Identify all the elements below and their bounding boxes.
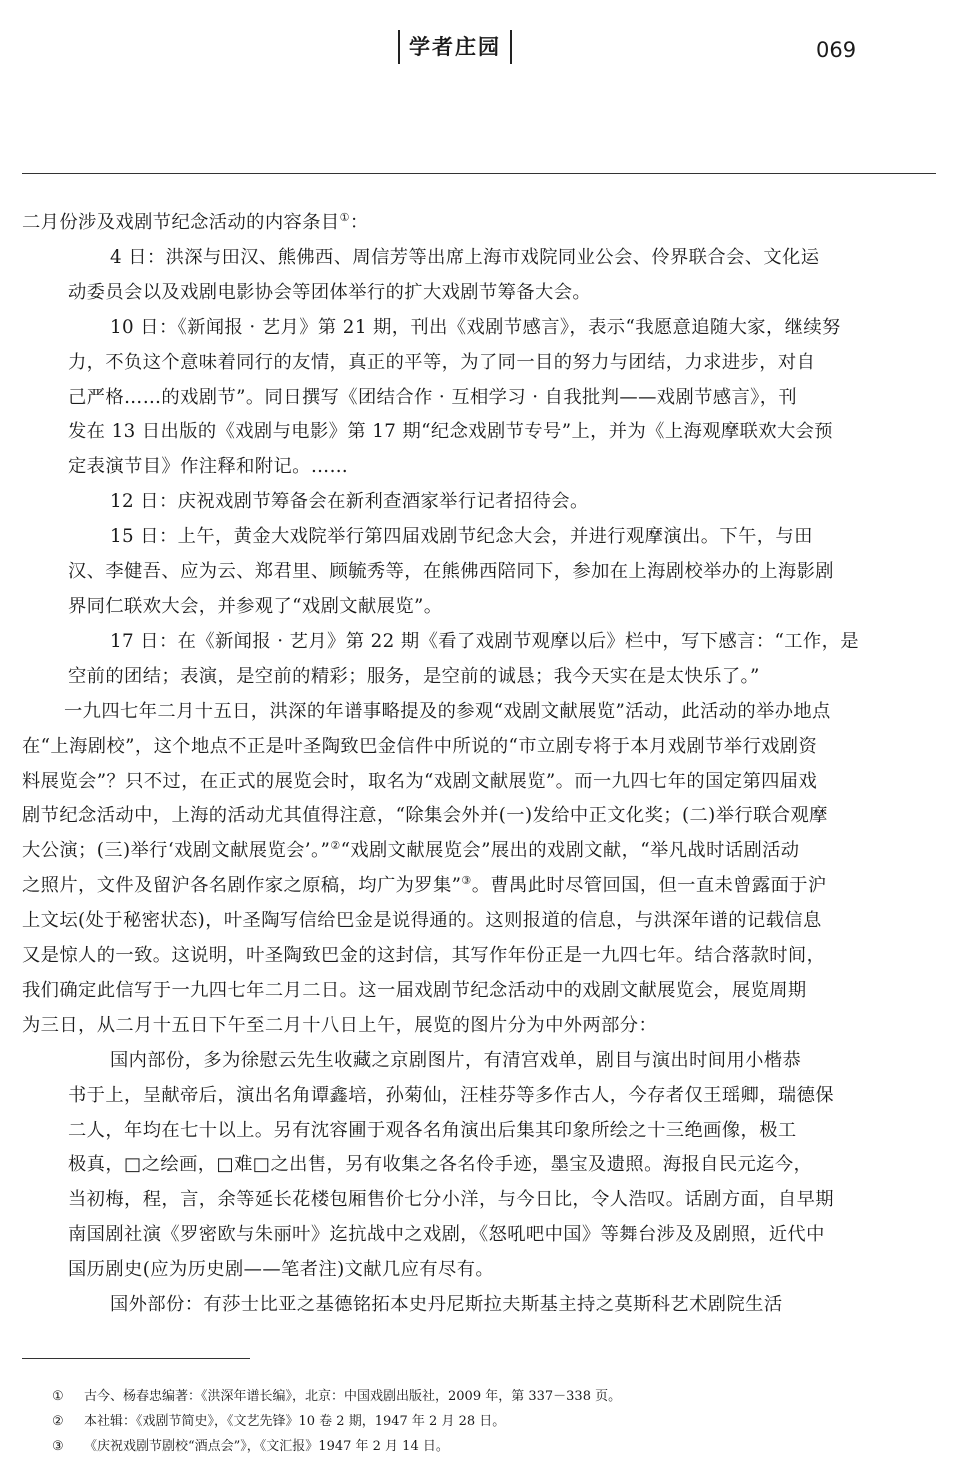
article-body [22, 206, 938, 1323]
paragraph-line: 剧节纪念活动中，上海的活动尤其值得注意，“除集会外并(一)发给中正文化奖；(二)举行联合观摩 [22, 805, 828, 827]
footnote-marker: ① [52, 1389, 64, 1404]
diary-line: 汉、李健吾、应为云、郑君里、顾毓秀等，在熊佛西陪同下，参加在上海剧校举办的上海影剧 [68, 561, 834, 583]
exhibition-quote [22, 1044, 938, 1323]
intro-text: 二月份涉及戏剧节纪念活动的内容条目 [22, 212, 340, 233]
diary-line: 己严格……的戏剧节”。同日撰写《团结合作 · 互相学习 · 自我批判——戏剧节感言》，刊 [68, 386, 798, 408]
quote-line: 二人，年均在七十以上。另有沈容圃于观各名角演出后集其印象所绘之十三绝画像，极工 [68, 1119, 797, 1141]
footnote-ref-1: ① [339, 210, 350, 224]
page-header [0, 0, 958, 175]
diary-line: 发在 13 日出版的《戏剧与电影》第 17 期“纪念戏剧节专号”上，并为《上海观摩联欢大会预 [68, 421, 833, 443]
main-paragraph [22, 695, 938, 1044]
footnote-1 [52, 1384, 932, 1409]
diary-block [22, 241, 938, 695]
footnote-rule [22, 1358, 250, 1359]
footnote-marker: ② [52, 1414, 64, 1429]
diary-line: 动委员会以及戏剧电影协会等团体举行的扩大戏剧节筹备大会。 [68, 281, 592, 303]
quote-line: 当初梅，程，言，余等延长花楼包厢售价七分小洋，与今日比，令人浩叹。话剧方面，自早期 [68, 1189, 834, 1211]
footnote-3 [52, 1434, 932, 1459]
diary-line: 空前的团结；表演，是空前的精彩；服务，是空前的诚恳；我今天实在是太快乐了。” [68, 665, 760, 687]
paragraph-text: “戏剧文献展览会”展出的戏剧文献，“举凡战时话剧活动 [340, 840, 800, 862]
diary-line: 17 日：在《新闻报 · 艺月》第 22 期《看了戏剧节观摩以后》栏中，写下感言：“工作，是 [110, 630, 859, 652]
footnotes [52, 1384, 932, 1459]
footnote-text: 本社辑：《戏剧节简史》，《文艺先锋》10 卷 2 期，1947 年 2 月 28 日。 [84, 1414, 506, 1429]
paragraph-line: 为三日，从二月十五日下午至二月十八日上午，展览的图片分为中外两部分： [22, 1014, 658, 1036]
footnote-text: 古今、杨春忠编著：《洪深年谱长编》，北京：中国戏剧出版社，2009 年，第 337－338 页。 [84, 1389, 622, 1404]
diary-line: 10 日：《新闻报 · 艺月》第 21 期，刊出《戏剧节感言》，表示“我愿意追随大家，继续努 [110, 316, 841, 338]
foreign-section [68, 1288, 938, 1323]
quote-line: 国外部份：有莎士比亚之基德铭拓本史丹尼斯拉夫斯基主持之莫斯科艺术剧院生活 [110, 1294, 783, 1316]
diary-entry-15 [68, 520, 938, 625]
paragraph-line: 一九四七年二月十五日，洪深的年谱事略提及的参观“戏剧文献展览”活动，此活动的举办地点 [64, 700, 831, 722]
diary-line: 4 日：洪深与田汉、熊佛西、周信芳等出席上海市戏院同业公会、伶界联合会、文化运 [110, 246, 820, 268]
page-number: 069 [816, 38, 857, 62]
diary-entry-4 [68, 241, 938, 311]
footnote-2 [52, 1409, 932, 1434]
header-rule [22, 173, 936, 174]
intro-line [22, 206, 938, 241]
footnote-text: 《庆祝戏剧节剧校“酒点会”》，《文汇报》1947 年 2 月 14 日。 [84, 1439, 449, 1454]
paragraph-line: 料展览会”？只不过，在正式的展览会时，取名为“戏剧文献展览”。而一九四七年的国定第四届戏 [22, 770, 818, 792]
intro-colon: ： [349, 212, 369, 233]
paragraph-line: 上文坛(处于秘密状态)，叶圣陶写信给巴金是说得通的。这则报道的信息，与洪深年谱的记载信息 [22, 910, 822, 932]
section-title: 学者庄园 [398, 30, 512, 64]
diary-line: 界同仁联欢大会，并参观了“戏剧文献展览”。 [68, 595, 443, 617]
quote-line: 国历剧史(应为历史剧——笔者注)文献几应有尽有。 [68, 1259, 495, 1281]
diary-entry-17 [68, 625, 938, 695]
quote-line: 南国剧社演《罗密欧与朱丽叶》迄抗战中之戏剧，《怒吼吧中国》等舞台涉及及剧照，近代中 [68, 1224, 825, 1246]
paragraph-line [22, 869, 938, 904]
domestic-section [68, 1044, 938, 1288]
paragraph-line [22, 834, 938, 869]
paragraph-line: 我们确定此信写于一九四七年二月二日。这一届戏剧节纪念活动中的戏剧文献展览会，展览周期 [22, 979, 807, 1001]
quote-line: 国内部份，多为徐慰云先生收藏之京剧图片，有清宫戏单，剧目与演出时间用小楷恭 [110, 1049, 802, 1071]
footnote-ref-3: ③ [461, 874, 472, 888]
diary-entry-12 [68, 485, 938, 520]
paragraph-text: 。曹禺此时尽管回国，但一直未曾露面于沪 [471, 875, 827, 897]
diary-line: 15 日：上午，黄金大戏院举行第四届戏剧节纪念大会，并进行观摩演出。下午，与田 [110, 526, 813, 548]
paragraph-line: 在“上海剧校”，这个地点不正是叶圣陶致巴金信件中所说的“市立剧专将于本月戏剧节举行戏剧资 [22, 735, 818, 757]
quote-line: 书于上，呈献帝后，演出名角谭鑫培，孙菊仙，汪桂芬等多作古人，今存者仅王瑶卿，瑞德保 [68, 1084, 834, 1106]
footnote-marker: ③ [52, 1439, 64, 1454]
footnote-ref-2: ② [330, 839, 341, 853]
paragraph-text: 大公演；(三)举行‘戏剧文献展览会’。” [22, 840, 331, 862]
diary-line: 12 日：庆祝戏剧节筹备会在新利查酒家举行记者招待会。 [110, 491, 589, 513]
diary-line: 力，不负这个意味着同行的友情，真正的平等，为了同一目的努力与团结，力求进步，对自 [68, 351, 816, 373]
paragraph-line: 又是惊人的一致。这说明，叶圣陶致巴金的这封信，其写作年份正是一九四七年。结合落款时间， [22, 945, 826, 967]
diary-entry-10 [68, 311, 938, 486]
diary-line: 定表演节目》作注释和附记。…… [68, 456, 349, 478]
paragraph-text: 之照片，文件及留沪各名剧作家之原稿，均广为罗集” [22, 875, 462, 897]
quote-line: 极真，□之绘画，□难□之出售，另有收集之各名伶手迹，墨宝及遗照。海报自民元迄今， [68, 1154, 813, 1176]
